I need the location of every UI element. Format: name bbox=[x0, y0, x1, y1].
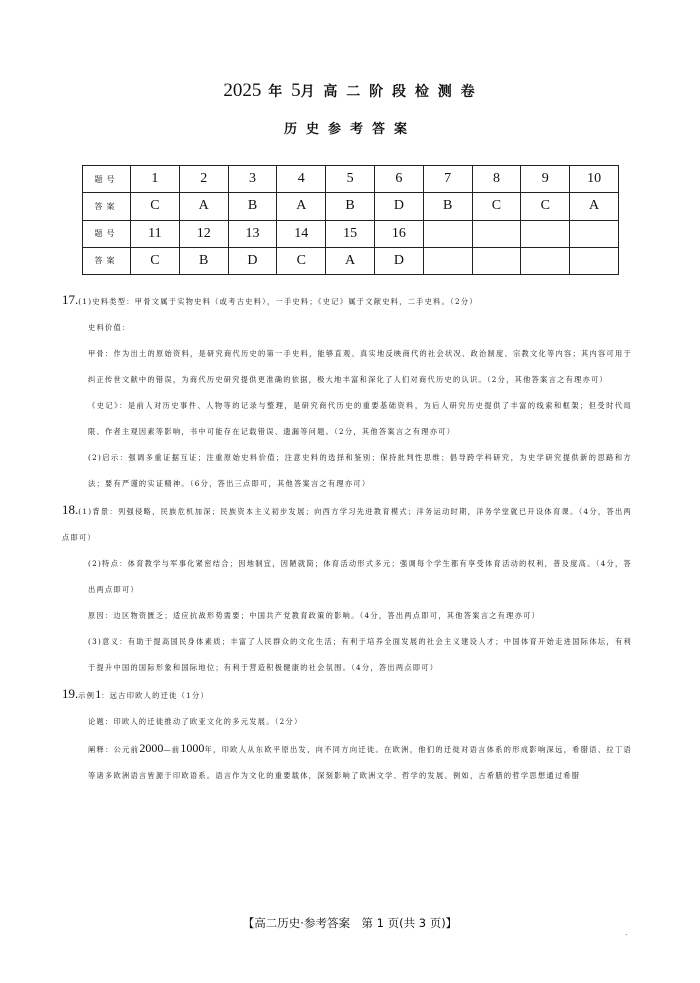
question-number: 3 bbox=[228, 166, 277, 193]
page-footer: 【高二历史·参考答案 第 1 页(共 3 页)】 bbox=[242, 916, 458, 930]
q17-part2: (2)启示：强调多重证据互证；注重原始史料价值；注意史料的选择和鉴别；保持批判性思维；倡导跨学科研究，为史学研究提供新的思路和方法；要有严谨的实证精神。（6分，答出三点即可，其他答案言之有理亦可） bbox=[88, 453, 632, 488]
title-year: 2025 bbox=[223, 80, 262, 101]
q19-thesis: 论题：印欧人的迁徙推动了欧亚文化的多元发展。（2分） bbox=[88, 717, 303, 726]
answer-cell: B bbox=[326, 193, 375, 220]
question-number bbox=[521, 220, 570, 247]
row-label: 题号 bbox=[83, 166, 131, 193]
answer-cell: A bbox=[179, 193, 228, 220]
q18-part3: (3)意义：有助于提高国民身体素质；丰富了人民群众的文化生活；有利于培养全面发展的社会主义建设人才；中国体育开始走进国际体坛，有利于提升中国的国际形象和国际地位；有利于营造积极健康的社会氛围。（4分，答出两点即可） bbox=[88, 637, 632, 672]
answer-cell: B bbox=[423, 193, 472, 220]
answer-cell: C bbox=[131, 247, 180, 274]
answer-cell: C bbox=[131, 193, 180, 220]
row-label: 答案 bbox=[83, 193, 131, 220]
q19-example-topic: ：远古印欧人的迁徙（1分） bbox=[101, 691, 209, 700]
question-number: 5 bbox=[326, 166, 375, 193]
row-label: 题号 bbox=[83, 220, 131, 247]
q17-part1 bbox=[62, 287, 632, 315]
page-subtitle: 历史参考答案 bbox=[283, 122, 416, 137]
question-number: 11 bbox=[131, 220, 180, 247]
q18-reasons: 原因：边区物资匮乏；适应抗战形势需要；中国共产党教育政策的影响。（4分，答出两点即可，其他答案言之有理亦可） bbox=[88, 611, 541, 620]
table-row bbox=[83, 166, 619, 193]
q18-number: 18. bbox=[62, 502, 79, 517]
answer-cell: D bbox=[374, 247, 423, 274]
row-label: 答案 bbox=[83, 247, 131, 274]
answer-cell: A bbox=[570, 193, 619, 220]
question-number: 6 bbox=[374, 166, 423, 193]
q19-example-label: 示例 bbox=[78, 691, 96, 700]
answer-table bbox=[82, 165, 619, 275]
q19-explain-a: 阐释：公元前 bbox=[88, 745, 140, 754]
question-number: 2 bbox=[179, 166, 228, 193]
answer-cell: D bbox=[374, 193, 423, 220]
answer-body bbox=[62, 287, 632, 789]
question-number: 9 bbox=[521, 166, 570, 193]
answer-cell: B bbox=[228, 193, 277, 220]
q18-text-1: (1)背景：列强侵略，民族危机加深；民族资本主义初步发展；向西方学习先进教育模式；洋务运动时期，洋务学堂就已开设体育课。（4分，答出两点即可） bbox=[62, 507, 632, 542]
q17-number: 17. bbox=[62, 292, 79, 307]
question-number bbox=[423, 220, 472, 247]
q19-year-2: 1000 bbox=[180, 741, 205, 755]
answer-cell: B bbox=[179, 247, 228, 274]
q19-explanation bbox=[62, 735, 632, 789]
q19-explain-b: —前 bbox=[163, 745, 181, 754]
answer-cell: A bbox=[277, 193, 326, 220]
answer-cell bbox=[570, 247, 619, 274]
q18-part1 bbox=[62, 497, 632, 551]
answer-cell: A bbox=[326, 247, 375, 274]
table-row bbox=[83, 220, 619, 247]
answer-cell bbox=[521, 247, 570, 274]
answer-cell bbox=[423, 247, 472, 274]
question-number: 14 bbox=[277, 220, 326, 247]
q17-value-heading: 史料价值： bbox=[88, 323, 131, 332]
q19-number: 19. bbox=[62, 686, 79, 701]
question-number: 15 bbox=[326, 220, 375, 247]
answer-cell: C bbox=[472, 193, 521, 220]
table-row bbox=[83, 193, 619, 220]
question-number: 10 bbox=[570, 166, 619, 193]
page-title bbox=[0, 80, 700, 102]
q19-example-title bbox=[62, 681, 632, 709]
question-number: 16 bbox=[374, 220, 423, 247]
question-number: 8 bbox=[472, 166, 521, 193]
q17-shiji-text: 《史记》：是前人对历史事件、人物等的记录与整理，是研究商代历史的重要基础资料，为后人研究历史提供了丰富的线索和框架；但受时代局限、作者主观因素等影响，书中可能存在记载错误、遗漏等问题。（2分，其他答案言之有理亦可） bbox=[88, 401, 632, 436]
question-number: 13 bbox=[228, 220, 277, 247]
title-month: 5 bbox=[291, 80, 301, 101]
answer-cell: C bbox=[521, 193, 570, 220]
q19-example-number: 1 bbox=[95, 687, 102, 701]
title-year-suffix: 年 bbox=[268, 84, 285, 100]
q18-part2: (2)特点：体育教学与军事化紧密结合；因地制宜，因陋就简；体育活动形式多元；强调每个学生都有享受体育活动的权利，普及度高。（4分，答出两点即可） bbox=[88, 559, 632, 594]
q17-text-1: (1)史料类型：甲骨文属于实物史料（或考古史料），一手史料；《史记》属于文献史料，二手史料。（2分） bbox=[78, 297, 478, 306]
answer-cell: D bbox=[228, 247, 277, 274]
answer-cell: C bbox=[277, 247, 326, 274]
question-number: 4 bbox=[277, 166, 326, 193]
question-number bbox=[570, 220, 619, 247]
answer-cell bbox=[472, 247, 521, 274]
question-number bbox=[472, 220, 521, 247]
corner-mark: . bbox=[625, 928, 628, 937]
q19-year-1: 2000 bbox=[139, 741, 164, 755]
question-number: 12 bbox=[179, 220, 228, 247]
table-row bbox=[83, 247, 619, 274]
q17-oracle-bone-text: 甲骨：作为出土的原始资料，是研究商代历史的第一手史料，能够直观、真实地反映商代的社会状况、政治制度、宗教文化等内容；其内容可用于纠正传世文献中的错误，为商代历史研究提供更准确的依据，极大地丰富和深化了人们对商代历史的认识。（2分，其他答案言之有理亦可） bbox=[88, 349, 632, 384]
q19-explain-c: 年，印欧人从东欧平原出发，向不同方向迁徙。在欧洲，他们的迁徙对语言体系的形成影响深远，希腊语、拉丁语等诸多欧洲语言皆源于印欧语系。语言作为文化的重要载体，深刻影响了欧洲文学、哲学的发展。例如，古希腊的哲学思想通过希腊 bbox=[88, 745, 632, 780]
title-rest: 月 高 二 阶 段 检 测 卷 bbox=[300, 84, 477, 100]
question-number: 1 bbox=[131, 166, 180, 193]
question-number: 7 bbox=[423, 166, 472, 193]
